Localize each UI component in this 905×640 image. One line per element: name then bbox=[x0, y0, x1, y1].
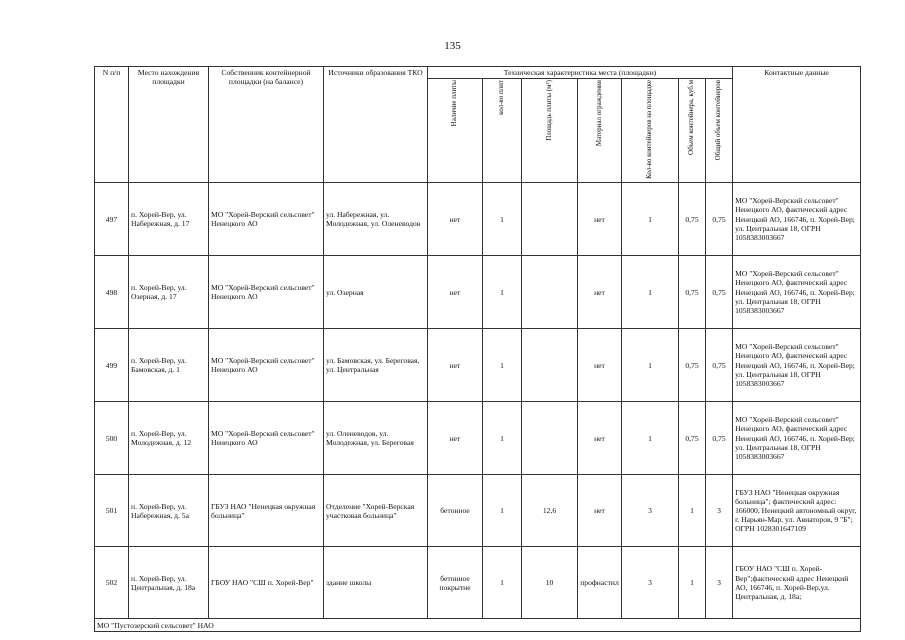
cell-plate: бетонное bbox=[428, 475, 483, 547]
subheader-plate: Наличие плиты bbox=[450, 80, 459, 127]
cell-num: 501 bbox=[95, 475, 129, 547]
cell-volume: 0,75 bbox=[679, 402, 706, 475]
cell-contacts: МО "Хорей-Верский сельсовет" Ненецкого АО, фактический адрес Ненецкий АО, 166746, п. Хорей-Вер; ул. Центральная 18, ОГРН 1058383003667 bbox=[733, 256, 861, 329]
cell-plate: нет bbox=[428, 256, 483, 329]
cell-plate-area: 10 bbox=[522, 547, 578, 619]
cell-fence: нет bbox=[578, 183, 622, 256]
cell-total: 0,75 bbox=[706, 329, 733, 402]
cell-owner: ГБУЗ НАО "Ненецкая окружная больница" bbox=[209, 475, 324, 547]
cell-containers: 1 bbox=[622, 329, 679, 402]
cell-plate-count: 1 bbox=[483, 329, 522, 402]
header-sources: Источники образования ТКО bbox=[324, 67, 428, 183]
cell-owner: МО "Хорей-Верский сельсовет" Ненецкого АО bbox=[209, 329, 324, 402]
cell-plate-area bbox=[522, 183, 578, 256]
cell-fence: нет bbox=[578, 402, 622, 475]
cell-location: п. Хорей-Вер, ул. Бамовская, д. 1 bbox=[129, 329, 209, 402]
cell-fence: нет bbox=[578, 475, 622, 547]
cell-plate-area bbox=[522, 402, 578, 475]
cell-fence: профнастил bbox=[578, 547, 622, 619]
cell-plate-count: 1 bbox=[483, 256, 522, 329]
cell-plate-area: 12,6 bbox=[522, 475, 578, 547]
subheader-volume: Объем контейнера, куб.м bbox=[687, 80, 696, 156]
cell-volume: 1 bbox=[679, 547, 706, 619]
cell-plate: бетонное покрытие bbox=[428, 547, 483, 619]
cell-sources: ул. Бамовская, ул. Береговая, ул. Центральная bbox=[324, 329, 428, 402]
subheader-containers: Кол-во контейнеров на площадке bbox=[645, 80, 654, 180]
cell-sources: ул. Набережная, ул. Молодежная, ул. Оленеводов bbox=[324, 183, 428, 256]
header-tech: Техническая характеристика места (площадки) bbox=[428, 67, 733, 79]
cell-containers: 1 bbox=[622, 402, 679, 475]
cell-num: 499 bbox=[95, 329, 129, 402]
cell-owner: МО "Хорей-Верский сельсовет" Ненецкого АО bbox=[209, 402, 324, 475]
header-location: Место нахождения площадки bbox=[129, 67, 209, 183]
cell-plate: нет bbox=[428, 402, 483, 475]
cell-sources: здание школы bbox=[324, 547, 428, 619]
cell-num: 498 bbox=[95, 256, 129, 329]
cell-total: 3 bbox=[706, 547, 733, 619]
cell-plate: нет bbox=[428, 329, 483, 402]
cell-containers: 1 bbox=[622, 183, 679, 256]
cell-plate-count: 1 bbox=[483, 183, 522, 256]
cell-volume: 0,75 bbox=[679, 329, 706, 402]
cell-containers: 1 bbox=[622, 256, 679, 329]
cell-plate-count: 1 bbox=[483, 475, 522, 547]
cell-location: п. Хорей-Вер, ул. Центральная, д. 18а bbox=[129, 547, 209, 619]
table-row bbox=[95, 547, 861, 619]
cell-sources: ул. Озерная bbox=[324, 256, 428, 329]
table-row bbox=[95, 256, 861, 329]
cell-contacts: МО "Хорей-Верский сельсовет" Ненецкого АО, фактический адрес Ненецкий АО, 166746, п. Хорей-Вер; ул. Центральная 18, ОГРН 1058383003667 bbox=[733, 402, 861, 475]
cell-plate-area bbox=[522, 329, 578, 402]
cell-plate-count: 1 bbox=[483, 547, 522, 619]
cell-plate: нет bbox=[428, 183, 483, 256]
cell-containers: 3 bbox=[622, 475, 679, 547]
cell-containers: 3 bbox=[622, 547, 679, 619]
cell-total: 0,75 bbox=[706, 256, 733, 329]
cell-sources: ул. Оленеводов, ул. Молодежная, ул. Береговая bbox=[324, 402, 428, 475]
cell-num: 502 bbox=[95, 547, 129, 619]
cell-owner: МО "Хорей-Верский сельсовет" Ненецкого АО bbox=[209, 183, 324, 256]
header-contacts: Контактные данные bbox=[733, 67, 861, 183]
register-table bbox=[94, 66, 861, 632]
section-row bbox=[95, 619, 861, 632]
cell-sources: Отделение "Хорей-Верская участковая больница" bbox=[324, 475, 428, 547]
cell-location: п. Хорей-Вер, ул. Молодежная, д. 12 bbox=[129, 402, 209, 475]
table-row bbox=[95, 329, 861, 402]
section-title: МО "Пустозерский сельсовет" НАО bbox=[95, 619, 861, 632]
cell-total: 0,75 bbox=[706, 183, 733, 256]
cell-location: п. Хорей-Вер, ул. Набережная, д. 17 bbox=[129, 183, 209, 256]
subheader-fence: Материал ограждения bbox=[594, 80, 603, 147]
cell-contacts: МО "Хорей-Верский сельсовет" Ненецкого АО, фактический адрес Ненецкий АО, 166746, п. Хорей-Вер; ул. Центральная 18, ОГРН 1058383003667 bbox=[733, 329, 861, 402]
cell-fence: нет bbox=[578, 329, 622, 402]
page-number: 135 bbox=[444, 40, 461, 52]
cell-volume: 0,75 bbox=[679, 183, 706, 256]
cell-plate-count: 1 bbox=[483, 402, 522, 475]
table-row bbox=[95, 475, 861, 547]
cell-owner: ГБОУ НАО "СШ п. Хорей-Вер" bbox=[209, 547, 324, 619]
cell-location: п. Хорей-Вер, ул. Озерная, д. 17 bbox=[129, 256, 209, 329]
table-row bbox=[95, 402, 861, 475]
cell-contacts: ГБУЗ НАО "Ненецкая окружная больница"; фактический адрес: 166000, Ненецкий автономный округ, г. Нарьян-Мар, ул. Авиаторов, 9 "Б"; ОГРН 1028301647109 bbox=[733, 475, 861, 547]
header-owner: Собственник контейнерной площадки (на балансе) bbox=[209, 67, 324, 183]
cell-volume: 1 bbox=[679, 475, 706, 547]
subheader-plate-count: кол-во плит bbox=[497, 80, 506, 115]
cell-location: п. Хорей-Вер, ул. Набережная, д. 5а bbox=[129, 475, 209, 547]
cell-volume: 0,75 bbox=[679, 256, 706, 329]
cell-contacts: МО "Хорей-Верский сельсовет" Ненецкого АО, фактический адрес Ненецкий АО, 166746, п. Хорей-Вер; ул. Центральная 18, ОГРН 1058383003667 bbox=[733, 183, 861, 256]
cell-contacts: ГБОУ НАО "СШ п. Хорей-Вер";фактический адрес Ненецкий АО, 166746, п. Хорей-Вер,ул. Центральная, д. 18а; bbox=[733, 547, 861, 619]
header-num: N п/п bbox=[95, 67, 129, 183]
cell-total: 3 bbox=[706, 475, 733, 547]
subheader-plate-area: Площадь плиты (м²) bbox=[544, 80, 553, 141]
subheader-total: Общий объем контейнеров bbox=[714, 80, 723, 161]
cell-num: 497 bbox=[95, 183, 129, 256]
table-row bbox=[95, 183, 861, 256]
cell-num: 500 bbox=[95, 402, 129, 475]
cell-owner: МО "Хорей-Верский сельсовет" Ненецкого АО bbox=[209, 256, 324, 329]
cell-total: 0,75 bbox=[706, 402, 733, 475]
cell-fence: нет bbox=[578, 256, 622, 329]
cell-plate-area bbox=[522, 256, 578, 329]
